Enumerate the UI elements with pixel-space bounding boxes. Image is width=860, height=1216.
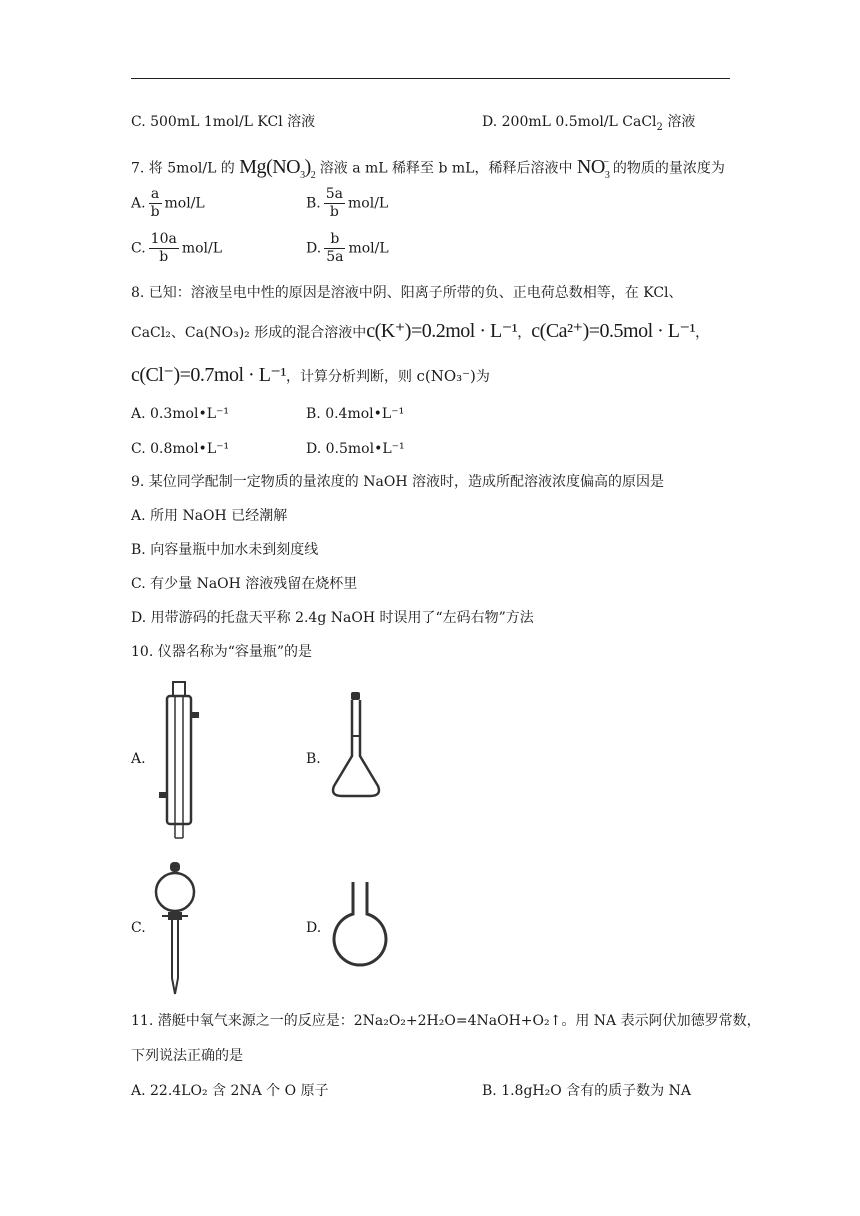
q8-option-a: A. 0.3mol•L⁻¹ <box>131 406 230 422</box>
q11-stem-line1: 11. 潜艇中氧气来源之一的反应是：2Na₂O₂+2H₂O=4NaOH+O₂↑。用 NA 表示阿伏加德罗常数， <box>131 1013 761 1029</box>
q7-option-c: C. $\frac{10a}{b}$ mol/L <box>131 231 223 265</box>
q8-stem-line3: c(Cl⁻)=0.7mol · L⁻¹，计算分析判断，则 c(NO₃⁻)为 <box>131 364 490 386</box>
q10-label-d: D. <box>306 920 322 936</box>
q9-option-a: A. 所用 NaOH 已经潮解 <box>131 508 288 524</box>
q6-option-d: D. 200mL 0.5mol/L CaCl$_2$ 溶液 <box>482 114 696 133</box>
q10-label-c: C. <box>131 920 146 936</box>
q7-option-a: A. $\frac{a}{b}$ mol/L <box>131 186 205 220</box>
q10-label-b: B. <box>306 751 321 767</box>
q9-option-c: C. 有少量 NaOH 溶液残留在烧杯里 <box>131 576 358 592</box>
q7-formula-mgno3: $Mg(NO_3)_2$ <box>239 155 316 181</box>
q7-formula-no3: $NO_3^-$ <box>576 155 610 181</box>
q9-option-d: D. 用带游码的托盘天平称 2.4g NaOH 时误用了“左码右物”方法 <box>131 610 534 626</box>
q8-option-b: B. 0.4mol•L⁻¹ <box>306 406 405 422</box>
q7-stem: 7. 将 5mol/L 的 $Mg(NO_3)_2$ 溶液 a mL 稀释至 b mL，稀释后溶液中 $NO_3^-$ 的物质的量浓度为 <box>131 155 725 181</box>
q7-option-d: D. $\frac{b}{5a}$ mol/L <box>306 231 389 265</box>
q11-stem-line2: 下列说法正确的是 <box>131 1048 243 1064</box>
q8-stem-line1: 8. 已知：溶液呈电中性的原因是溶液中阴、阳离子所带的负、正电荷总数相等，在 KCl、 <box>131 285 683 301</box>
q7-option-b: B. $\frac{5a}{b}$ mol/L <box>306 186 389 220</box>
q6-option-c: C. 500mL 1mol/L KCl 溶液 <box>131 114 316 130</box>
q8-option-d: D. 0.5mol•L⁻¹ <box>306 441 405 457</box>
q10-label-a: A. <box>131 751 146 767</box>
q11-option-a: A. 22.4LO₂ 含 2NA 个 O 原子 <box>131 1083 329 1099</box>
q8-no3-expression: c(NO₃⁻) <box>416 367 476 385</box>
round-bottom-flask-icon <box>330 878 390 974</box>
q9-stem: 9. 某位同学配制一定物质的量浓度的 NaOH 溶液时，造成所配溶液浓度偏高的原因是 <box>131 474 664 490</box>
q8-ca-expression: c(Ca²⁺)=0.5mol · L⁻¹ <box>531 320 696 342</box>
q11-option-b: B. 1.8gH₂O 含有的质子数为 NA <box>482 1083 691 1099</box>
q8-stem-line2: CaCl₂、Ca(NO₃)₂ 形成的混合溶液中c(K⁺)=0.2mol · L⁻¹，c(Ca²⁺)=0.5mol · L⁻¹， <box>131 320 710 342</box>
q8-option-c: C. 0.8mol•L⁻¹ <box>131 441 230 457</box>
q8-cl-expression: c(Cl⁻)=0.7mol · L⁻¹ <box>131 364 286 386</box>
q10-stem: 10. 仪器名称为“容量瓶”的是 <box>131 644 313 660</box>
q9-option-b: B. 向容量瓶中加水未到刻度线 <box>131 542 319 558</box>
condenser-icon <box>155 680 205 840</box>
header-rule <box>131 78 730 79</box>
volumetric-flask-icon <box>328 690 384 802</box>
separatory-funnel-icon <box>152 860 198 996</box>
q8-k-expression: c(K⁺)=0.2mol · L⁻¹ <box>366 320 518 342</box>
